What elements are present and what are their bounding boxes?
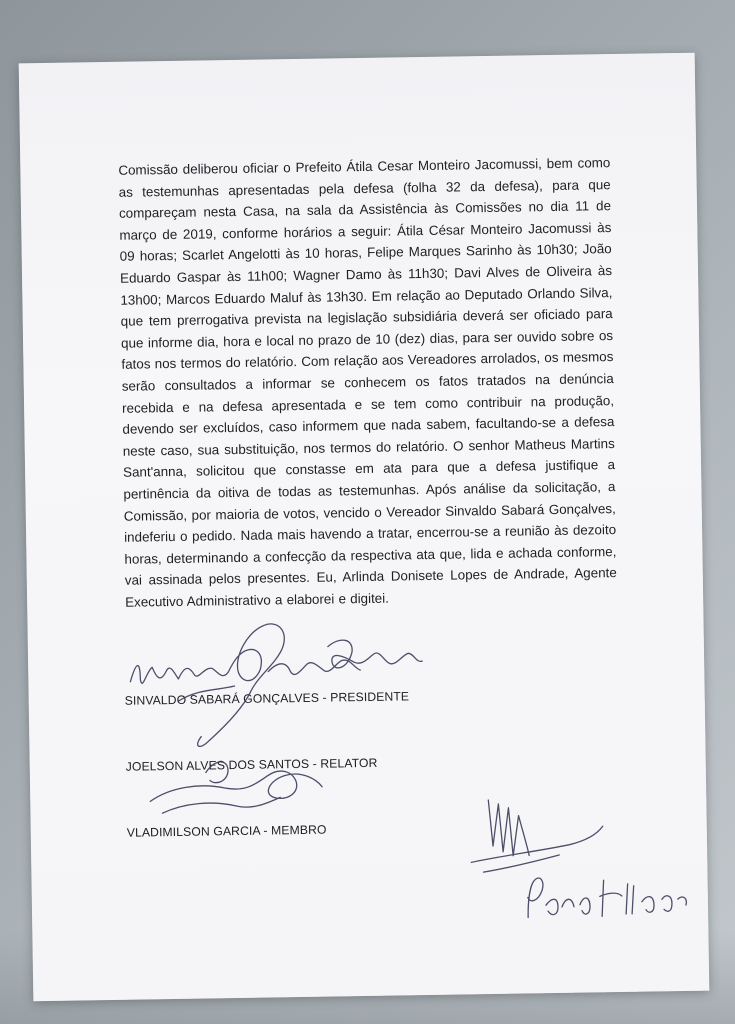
minutes-paragraph: Comissão deliberou oficiar o Prefeito Átila Cesar Monteiro Jacomussi, bem como as testemunhas apresentadas pela defesa (folha 32 da defesa), para que compareçam nesta Casa, na sala da Assistência às Comissões no dia 11 de março de 2019, conforme horários a seguir: Átila César Monteiro Jacomussi às 09 horas; Scarlet Angelotti às 10 horas, Felipe Marques Sarinho às 10h30; João Eduardo Gaspar às 11h00; Wagner Damo às 11h30; Davi Alves de Oliveira às 13h00; Marcos Eduardo Maluf às 13h30. Em relação ao Deputado Orlando Silva, que tem prerrogativa prevista na legislação subsidiária deverá ser oficiado para que informe dia, hora e local no prazo de 10 (dez) dias, para ser ouvido sobre os fatos nos termos do relatório. Com relação aos Vereadores arrolados, os mesmos serão consultados a informar se conhecem os fatos tratados na denúncia recebida e na defesa apresentada e se tem como contribuir na produção, devendo ser excluídos, caso informem que nada sabem, facultando-se a defesa neste caso, sua substituição, nos termos do relatório. O senhor Matheus Martins Sant'anna, solicitou que constasse em ata para que a defesa justifique a pertinência da oitiva de todas as testemunhas. Após análise da solicitação, a Comissão, por maioria de votos, vencido o Vereador Sinvaldo Sabará Gonçalves, indeferiu o pedido. Nada mais havendo a tratar, encerrou-se a reunião às dezoito horas, determinando a confecção da respectiva ata que, lida e achada conforme, vai assinada pelos presentes. Eu, Arlinda Donisete Lopes de Andrade, Agente Executivo Administrativo a elaborei e digitei.: [118, 155, 617, 610]
handwritten-signatures: [19, 53, 710, 1002]
document-page: [19, 53, 710, 1002]
signatory-member: VLADIMILSON GARCIA - MEMBRO: [126, 822, 327, 840]
signature-relator: [150, 770, 322, 801]
signatory-president: SINVALDO SABARÁ GONÇALVES - PRESIDENTE: [124, 689, 410, 708]
signature-member: [488, 799, 529, 856]
signatory-relator: JOELSON ALVES DOS SANTOS - RELATOR: [125, 755, 378, 774]
signature-bottom: [528, 877, 591, 917]
signature-president: [130, 624, 286, 748]
